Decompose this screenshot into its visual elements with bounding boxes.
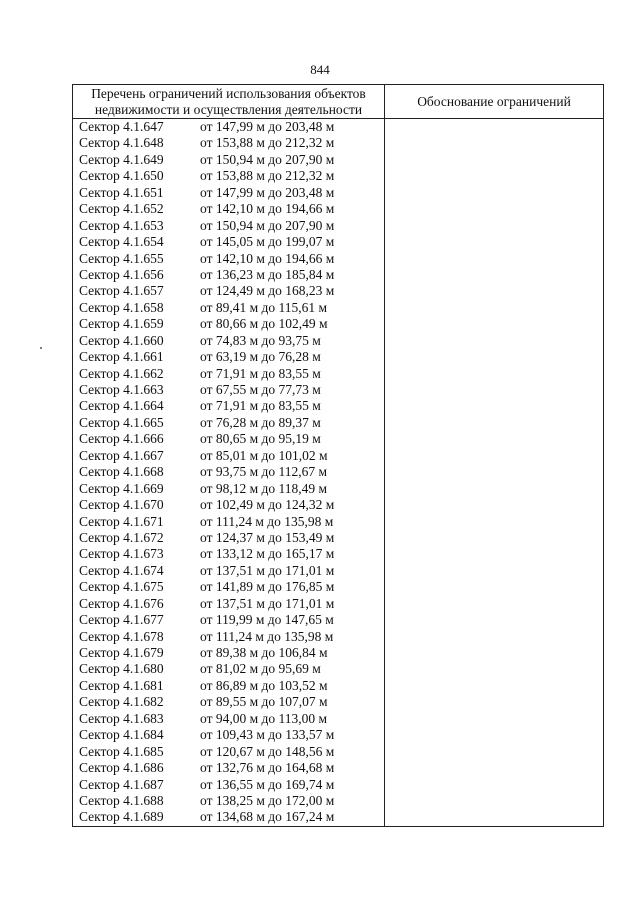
- table-row: [73, 760, 384, 776]
- distance-range: от 142,10 м до 194,66 м: [200, 250, 335, 266]
- sector-name: Сектор 4.1.667: [79, 447, 164, 463]
- header-justification: Обоснование ограничений: [385, 85, 604, 119]
- table-row: [73, 563, 384, 579]
- table-row: [73, 793, 384, 809]
- distance-range: от 145,05 м до 199,07 м: [200, 234, 335, 250]
- distance-range: от 124,49 м до 168,23 м: [200, 283, 335, 299]
- table-row: [73, 448, 384, 464]
- distance-range: от 86,89 м до 103,52 м: [200, 677, 328, 693]
- table-row: [73, 530, 384, 546]
- distance-range: от 93,75 м до 112,67 м: [200, 464, 328, 480]
- distance-range: от 63,19 м до 76,28 м: [200, 349, 321, 365]
- sector-name: Сектор 4.1.682: [79, 694, 164, 710]
- table-row: [73, 596, 384, 612]
- table-row: [73, 546, 384, 562]
- table-row: [73, 185, 384, 201]
- sector-name: Сектор 4.1.681: [79, 677, 164, 693]
- sector-name: Сектор 4.1.683: [79, 710, 164, 726]
- sector-name: Сектор 4.1.654: [79, 234, 164, 250]
- table-row: [73, 316, 384, 332]
- sector-name: Сектор 4.1.687: [79, 776, 164, 792]
- table-row: [73, 267, 384, 283]
- table-row: [73, 283, 384, 299]
- sector-name: Сектор 4.1.686: [79, 760, 164, 776]
- distance-range: от 138,25 м до 172,00 м: [200, 792, 335, 808]
- table-row: [73, 711, 384, 727]
- table-row: [73, 349, 384, 365]
- table-row: [73, 579, 384, 595]
- table-row: [73, 481, 384, 497]
- sector-name: Сектор 4.1.688: [79, 792, 164, 808]
- distance-range: от 89,38 м до 106,84 м: [200, 645, 328, 660]
- distance-range: от 124,37 м до 153,49 м: [200, 529, 335, 545]
- table-row: [73, 415, 384, 431]
- table-row: [73, 694, 384, 710]
- sector-name: Сектор 4.1.678: [79, 628, 164, 644]
- sector-name: Сектор 4.1.648: [79, 135, 164, 151]
- sector-name: Сектор 4.1.649: [79, 151, 164, 167]
- distance-range: от 89,41 м до 115,61 м: [200, 299, 328, 315]
- distance-range: от 80,65 м до 95,19 м: [200, 431, 321, 447]
- distance-range: от 153,88 м до 212,32 м: [200, 135, 335, 151]
- distance-range: от 119,99 м до 147,65 м: [200, 612, 334, 628]
- sector-name: Сектор 4.1.669: [79, 480, 164, 496]
- table-row: [73, 234, 384, 250]
- sector-name: Сектор 4.1.689: [79, 809, 164, 825]
- distance-range: от 109,43 м до 133,57 м: [200, 727, 335, 743]
- distance-range: от 150,94 м до 207,90 м: [200, 151, 335, 167]
- distance-range: от 134,68 м до 167,24 м: [200, 809, 335, 825]
- table-row: [73, 152, 384, 168]
- sector-name: Сектор 4.1.655: [79, 250, 164, 266]
- sector-name: Сектор 4.1.670: [79, 497, 164, 513]
- restrictions-table: [72, 84, 604, 827]
- scan-speck: [40, 347, 42, 349]
- distance-range: от 76,28 м до 89,37 м: [200, 414, 321, 430]
- distance-range: от 133,12 м до 165,17 м: [200, 546, 335, 562]
- distance-range: от 120,67 м до 148,56 м: [200, 743, 335, 759]
- sector-name: Сектор 4.1.659: [79, 316, 164, 332]
- distance-range: от 102,49 м до 124,32 м: [200, 497, 335, 513]
- distance-range: от 142,10 м до 194,66 м: [200, 201, 335, 217]
- table-row: [73, 333, 384, 349]
- sector-name: Сектор 4.1.657: [79, 283, 164, 299]
- table-row: [73, 366, 384, 382]
- distance-range: от 111,24 м до 135,98 м: [200, 513, 334, 529]
- table-row: [73, 119, 384, 135]
- sector-name: Сектор 4.1.675: [79, 579, 164, 595]
- sector-name: Сектор 4.1.664: [79, 398, 164, 414]
- distance-range: от 111,24 м до 135,98 м: [200, 628, 334, 644]
- distance-range: от 136,23 м до 185,84 м: [200, 266, 335, 282]
- distance-range: от 67,55 м до 77,73 м: [200, 382, 321, 397]
- table-row: [73, 727, 384, 743]
- sector-name: Сектор 4.1.677: [79, 612, 164, 628]
- distance-range: от 136,55 м до 169,74 м: [200, 776, 335, 792]
- table-header-row: [73, 85, 604, 119]
- table-row: [73, 629, 384, 645]
- table-row: [73, 300, 384, 316]
- table-row: [73, 382, 384, 398]
- table-row: [73, 744, 384, 760]
- table-row: [73, 514, 384, 530]
- sector-name: Сектор 4.1.672: [79, 529, 164, 545]
- table-row: [73, 809, 384, 825]
- table-row: [73, 135, 384, 151]
- distance-range: от 80,66 м до 102,49 м: [200, 316, 328, 332]
- distance-range: от 85,01 м до 101,02 м: [200, 447, 328, 463]
- sector-name: Сектор 4.1.668: [79, 464, 164, 480]
- distance-range: от 98,12 м до 118,49 м: [200, 480, 328, 496]
- table-row: [73, 777, 384, 793]
- distance-range: от 147,99 м до 203,48 м: [200, 119, 335, 134]
- sector-name: Сектор 4.1.674: [79, 562, 164, 578]
- table-row: [73, 661, 384, 677]
- sector-name: Сектор 4.1.680: [79, 661, 164, 677]
- sector-list-cell: [73, 119, 385, 827]
- sector-name: Сектор 4.1.684: [79, 727, 164, 743]
- table-row: [73, 218, 384, 234]
- distance-range: от 137,51 м до 171,01 м: [200, 595, 335, 611]
- distance-range: от 89,55 м до 107,07 м: [200, 694, 328, 710]
- distance-range: от 141,89 м до 176,85 м: [200, 579, 335, 595]
- page-number: 844: [310, 62, 330, 77]
- table-row: [73, 431, 384, 447]
- justification-cell: [385, 119, 604, 827]
- sector-name: Сектор 4.1.662: [79, 365, 164, 381]
- distance-range: от 94,00 м до 113,00 м: [200, 710, 328, 726]
- sector-name: Сектор 4.1.660: [79, 332, 164, 348]
- distance-range: от 71,91 м до 83,55 м: [200, 365, 321, 381]
- table-body-row: [73, 119, 604, 827]
- distance-range: от 150,94 м до 207,90 м: [200, 217, 335, 233]
- sector-name: Сектор 4.1.673: [79, 546, 164, 562]
- table-row: [73, 678, 384, 694]
- table-row: [73, 251, 384, 267]
- table-row: [73, 464, 384, 480]
- sector-name: Сектор 4.1.679: [79, 645, 164, 660]
- sector-name: Сектор 4.1.666: [79, 431, 164, 447]
- table-row: [73, 612, 384, 628]
- table-row: [73, 645, 384, 661]
- distance-range: от 132,76 м до 164,68 м: [200, 760, 335, 776]
- sector-name: Сектор 4.1.665: [79, 414, 164, 430]
- sector-name: Сектор 4.1.663: [79, 382, 164, 397]
- distance-range: от 71,91 м до 83,55 м: [200, 398, 321, 414]
- header-restrictions-list: Перечень ограничений использования объектов недвижимости и осуществления деятельности: [73, 85, 385, 119]
- sector-name: Сектор 4.1.647: [79, 119, 164, 134]
- sector-name: Сектор 4.1.661: [79, 349, 164, 365]
- distance-range: от 147,99 м до 203,48 м: [200, 184, 335, 200]
- distance-range: от 153,88 м до 212,32 м: [200, 168, 335, 184]
- table-row: [73, 201, 384, 217]
- table-row: [73, 497, 384, 513]
- sector-name: Сектор 4.1.685: [79, 743, 164, 759]
- sector-name: Сектор 4.1.651: [79, 184, 164, 200]
- sector-name: Сектор 4.1.653: [79, 217, 164, 233]
- sector-name: Сектор 4.1.650: [79, 168, 164, 184]
- table-row: [73, 168, 384, 184]
- distance-range: от 74,83 м до 93,75 м: [200, 332, 321, 348]
- distance-range: от 81,02 м до 95,69 м: [200, 661, 321, 677]
- sector-name: Сектор 4.1.656: [79, 266, 164, 282]
- sector-name: Сектор 4.1.671: [79, 513, 164, 529]
- distance-range: от 137,51 м до 171,01 м: [200, 562, 335, 578]
- table-row: [73, 398, 384, 414]
- sector-name: Сектор 4.1.658: [79, 299, 164, 315]
- sector-name: Сектор 4.1.676: [79, 595, 164, 611]
- sector-name: Сектор 4.1.652: [79, 201, 164, 217]
